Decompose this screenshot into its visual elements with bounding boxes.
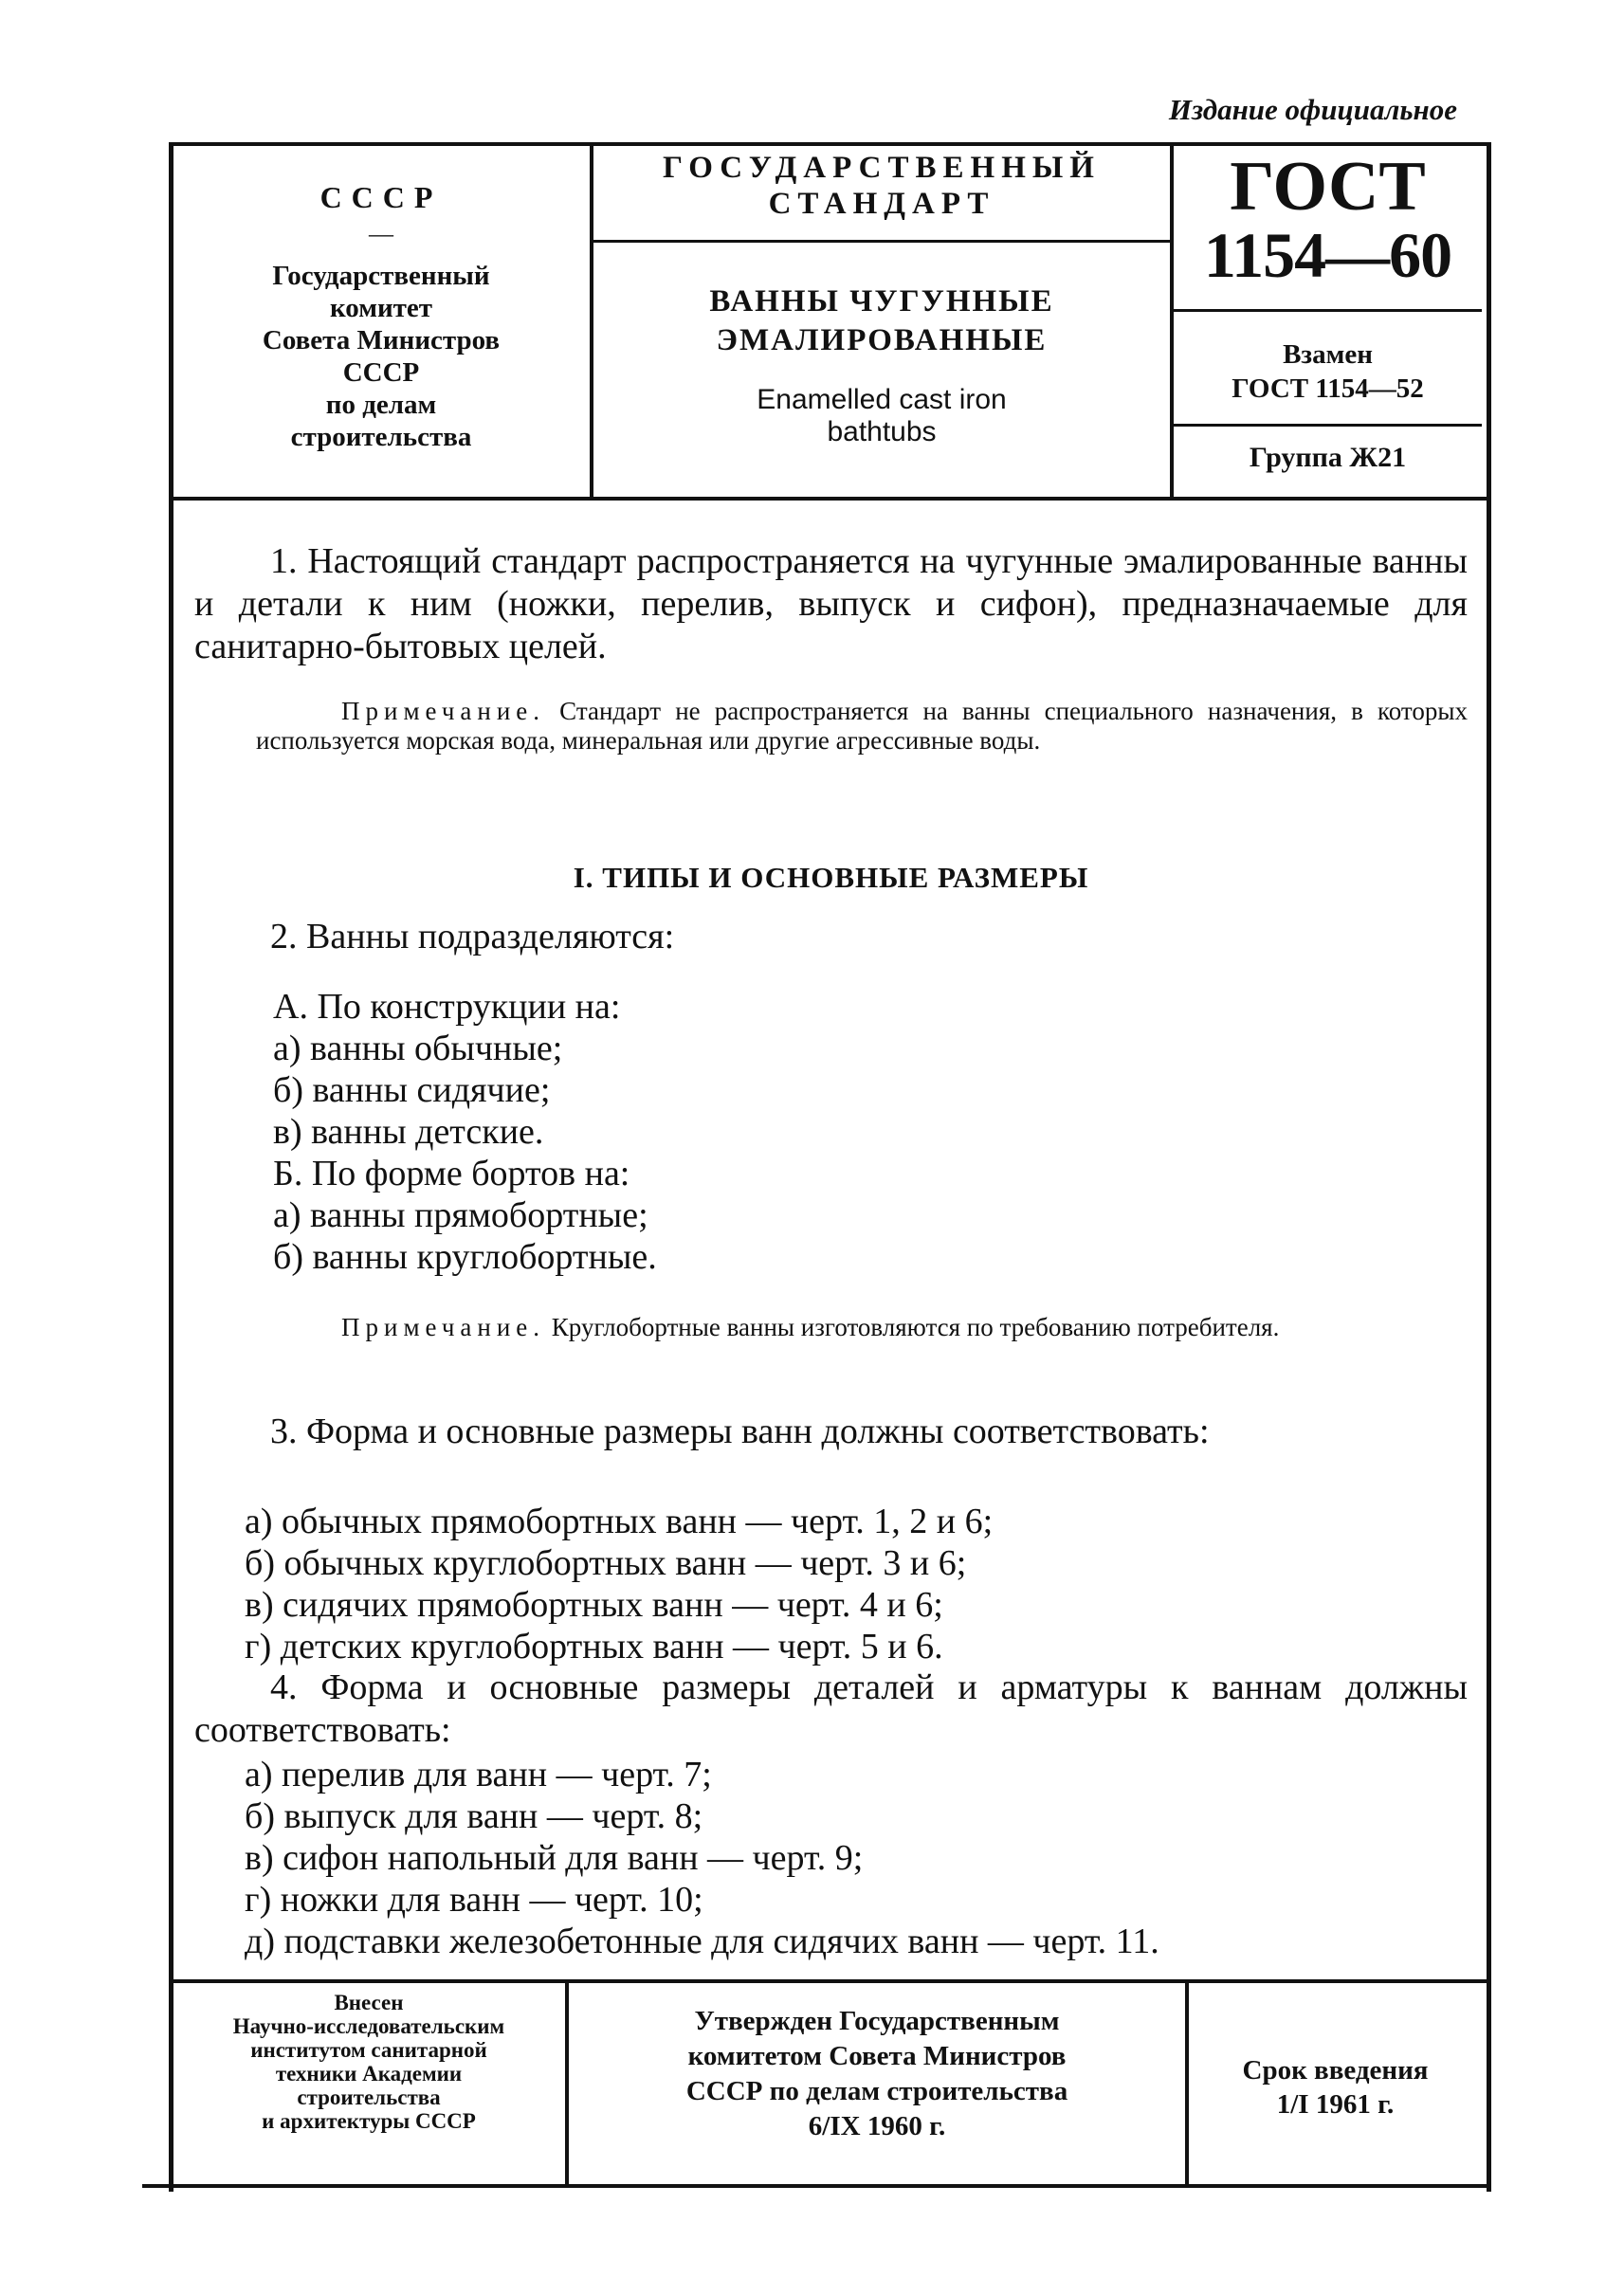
- note-2: [256, 1313, 1468, 1342]
- authority-line: Государственный: [272, 261, 490, 291]
- approved-block: [569, 2004, 1185, 2144]
- effective-block: [1189, 2053, 1482, 2122]
- standard-type-line: ГОСУДАРСТВЕННЫЙ: [663, 151, 1101, 185]
- authority-line: по делам: [325, 390, 437, 420]
- list-item: г) детских круглобортных ванн — черт. 5 и 6.: [245, 1627, 943, 1667]
- title-en-line: bathtubs: [827, 416, 937, 447]
- authority-line: Совета Министров: [262, 325, 501, 355]
- title-line: ВАННЫ ЧУГУННЫЕ: [709, 284, 1054, 319]
- note-text: Круглобортные ванны изготовляются по требованию потребителя.: [545, 1313, 1280, 1341]
- effective-line: Срок введения: [1242, 2055, 1429, 2086]
- list-item: а) ванны обычные;: [273, 1029, 563, 1068]
- standard-title-en: [593, 384, 1170, 448]
- list-item: а) ванны прямобортные;: [273, 1195, 648, 1235]
- replaces-line: ГОСТ 1154—52: [1232, 373, 1424, 404]
- list-item: в) ванны детские.: [273, 1112, 544, 1152]
- list-item: б) ванны сидячие;: [273, 1070, 551, 1110]
- paragraph-4: 4. Форма и основные размеры деталей и арматуры к ваннам должны соответствовать:: [194, 1667, 1468, 1750]
- list-item: б) выпуск для ванн — черт. 8;: [245, 1796, 703, 1836]
- footer-top-rule: [169, 1979, 1487, 1983]
- center-divider: [593, 240, 1170, 243]
- introduced-block: [173, 1991, 565, 2133]
- list-item: д) подставки железобетонные для сидячих ванн — черт. 11.: [245, 1922, 1159, 1961]
- header-bottom-rule: [169, 497, 1487, 501]
- effective-line: 1/I 1961 г.: [1276, 2089, 1395, 2120]
- standard-type-line: СТАНДАРТ: [768, 187, 995, 221]
- note-label: Примечание.: [341, 1313, 546, 1341]
- introduced-line: институтом санитарной: [250, 2038, 487, 2062]
- right-divider-2: [1174, 424, 1482, 427]
- list-item: Б. По форме бортов на:: [273, 1154, 630, 1193]
- gost-label: ГОСТ: [1230, 148, 1426, 226]
- introduced-line: техники Академии: [275, 2062, 463, 2086]
- list-item: б) ванны круглобортные.: [273, 1237, 657, 1277]
- paragraph-3: 3. Форма и основные размеры ванн должны соответствовать:: [270, 1412, 1210, 1451]
- approved-line: комитетом Совета Министров: [687, 2041, 1067, 2071]
- paragraph-4-list: [245, 1754, 1159, 1962]
- footer-bottom-rule: [142, 2184, 1488, 2188]
- replaces-block: [1174, 337, 1482, 406]
- country-dash: —: [369, 220, 393, 247]
- introduced-line: строительства: [297, 2086, 441, 2109]
- title-line: ЭМАЛИРОВАННЫЕ: [716, 323, 1048, 357]
- note-label: Примечание.: [341, 697, 546, 725]
- list-item: б) обычных круглобортных ванн — черт. 3 и 6;: [245, 1543, 967, 1583]
- authority-line: комитет: [329, 293, 433, 323]
- replaces-line: Взамен: [1283, 339, 1373, 370]
- gost-number: 1154—60: [1203, 219, 1452, 291]
- approved-line: СССР по делам строительства: [685, 2076, 1068, 2106]
- list-item: А. По конструкции на:: [273, 987, 621, 1027]
- classification-list: [273, 986, 657, 1278]
- standard-title: [593, 282, 1170, 360]
- approved-line: Утвержден Государственным: [694, 2006, 1060, 2036]
- group-label: Группа Ж21: [1249, 442, 1407, 473]
- authority-block: [173, 260, 590, 453]
- edition-label: Издание официальное: [1168, 93, 1457, 126]
- list-item: а) перелив для ванн — черт. 7;: [245, 1755, 712, 1794]
- paragraph-3-list: [245, 1501, 993, 1667]
- standard-type: [593, 150, 1170, 222]
- right-divider-1: [1174, 309, 1482, 312]
- list-item: а) обычных прямобортных ванн — черт. 1, 2 и 6;: [245, 1502, 994, 1541]
- note-text: Стандарт не распространяется на ванны специального назначения, в которых используется морская вода, минеральная или другие агрессивные воды.: [256, 697, 1468, 755]
- title-en-line: Enamelled cast iron: [757, 384, 1007, 415]
- list-item: г) ножки для ванн — черт. 10;: [245, 1880, 703, 1920]
- header-top-rule: [169, 142, 1487, 146]
- note-1: [256, 697, 1468, 756]
- list-item: в) сидячих прямобортных ванн — черт. 4 и 6;: [245, 1585, 943, 1625]
- paragraph-2: 2. Ванны подразделяются:: [270, 917, 675, 956]
- introduced-line: и архитектуры СССР: [262, 2109, 476, 2133]
- country-label: СССР: [319, 180, 443, 214]
- introduced-line: Внесен: [334, 1991, 404, 2014]
- authority-line: строительства: [290, 422, 472, 452]
- authority-line: СССР: [342, 357, 420, 388]
- paragraph-1: 1. Настоящий стандарт распространяется на чугунные эмалированные ванны и детали к ним (ножки, перелив, выпуск и сифон), предназначаемые для санитарно-бытовых целей.: [194, 541, 1468, 666]
- introduced-line: Научно-исследовательским: [232, 2014, 505, 2038]
- list-item: в) сифон напольный для ванн — черт. 9;: [245, 1838, 864, 1878]
- approved-line: 6/IX 1960 г.: [808, 2111, 946, 2141]
- section-title: I. ТИПЫ И ОСНОВНЫЕ РАЗМЕРЫ: [573, 861, 1089, 894]
